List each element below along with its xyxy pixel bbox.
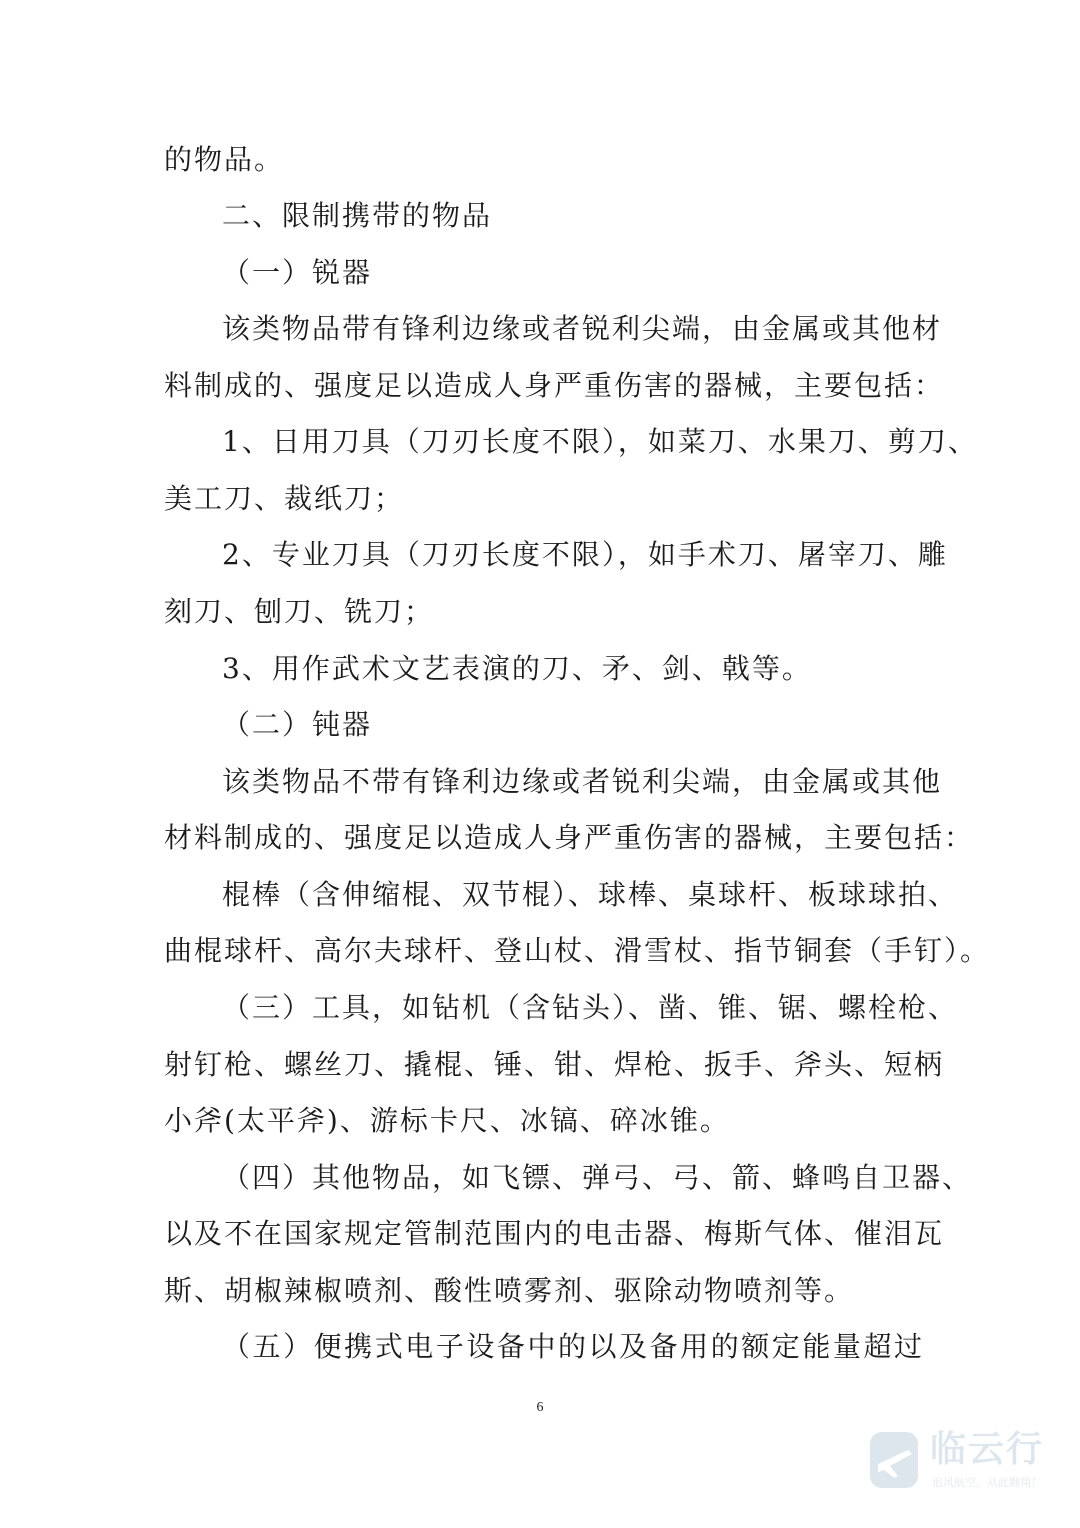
- section-heading: 二、限制携带的物品: [222, 199, 493, 232]
- subsection-heading: （一）锐器: [222, 256, 373, 289]
- page-number: 6: [536, 1400, 544, 1415]
- list-item: 2、专业刀具（刀刃长度不限），如手术刀、屠宰刀、雕: [222, 538, 948, 571]
- text-line: 美工刀、裁纸刀；: [164, 482, 405, 515]
- text-line: 棍棒（含伸缩棍、双节棍）、球棒、桌球杆、板球球拍、: [222, 878, 959, 911]
- text-line: 以及不在国家规定管制范围内的电击器、梅斯气体、催泪瓦: [164, 1217, 945, 1250]
- text-line: 射钉枪、螺丝刀、撬棍、锤、钳、焊枪、扳手、斧头、短柄: [164, 1048, 945, 1081]
- text-line: 斯、胡椒辣椒喷剂、酸性喷雾剂、驱除动物喷剂等。: [164, 1274, 855, 1307]
- text-line: 的物品。: [164, 143, 285, 176]
- watermark-slogan: 追风航空，从此翱翔！: [932, 1476, 1042, 1489]
- text-line: 曲棍球杆、高尔夫球杆、登山杖、滑雪杖、指节铜套（手钉）。: [164, 934, 991, 967]
- text-line: 该类物品不带有锋利边缘或者锐利尖端，由金属或其他: [222, 765, 943, 798]
- subsection-heading: （三）工具，如钻机（含钻头）、凿、锥、锯、螺栓枪、: [222, 991, 959, 1024]
- subsection-heading: （二）钝器: [222, 708, 373, 741]
- text-line: 该类物品带有锋利边缘或者锐利尖端，由金属或其他材: [222, 312, 943, 345]
- subsection-heading: （四）其他物品，如飞镖、弹弓、弓、箭、蜂鸣自卫器、: [222, 1161, 973, 1194]
- text-line: 刻刀、刨刀、铣刀；: [164, 595, 435, 628]
- watermark-name: 临云行: [930, 1429, 1045, 1470]
- airplane-logo-icon: [868, 1430, 920, 1490]
- list-item: 1、日用刀具（刀刃长度不限），如菜刀、水果刀、剪刀、: [222, 425, 978, 458]
- list-item: 3、用作武术文艺表演的刀、矛、剑、戟等。: [222, 652, 812, 685]
- subsection-heading: （五）便携式电子设备中的以及备用的额定能量超过: [222, 1330, 924, 1363]
- text-line: 小斧(太平斧)、游标卡尺、冰镐、碎冰锥。: [164, 1104, 730, 1137]
- text-line: 料制成的、强度足以造成人身严重伤害的器械，主要包括：: [164, 369, 945, 402]
- watermark: [868, 1424, 1068, 1504]
- text-line: 材料制成的、强度足以造成人身严重伤害的器械，主要包括：: [164, 821, 975, 854]
